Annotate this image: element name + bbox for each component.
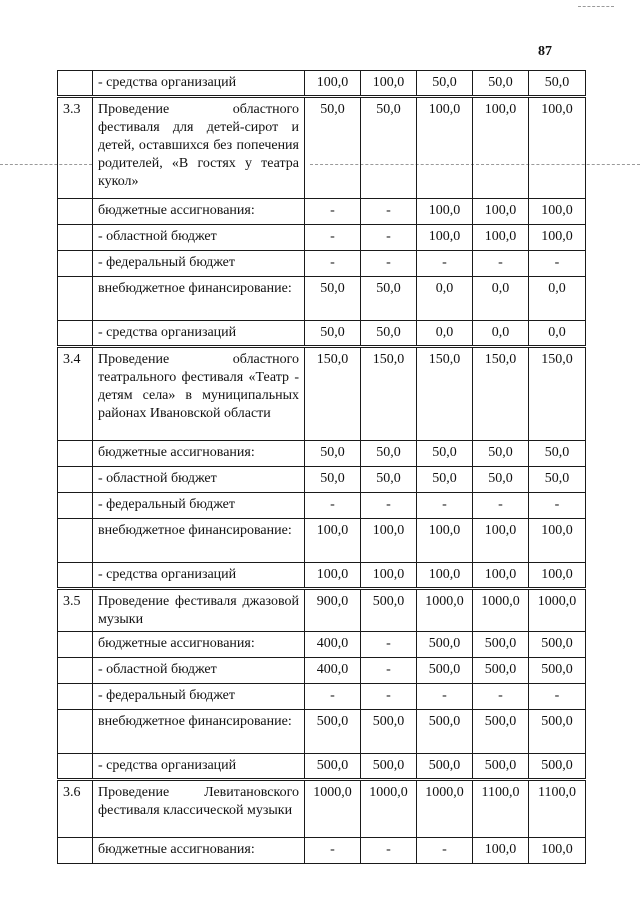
amount-cell: -	[361, 658, 417, 684]
amount-cell: 0,0	[473, 277, 529, 321]
amount-cell: 400,0	[305, 632, 361, 658]
row-description: - средства организаций	[93, 563, 305, 589]
amount-cell: 50,0	[417, 467, 473, 493]
table-row	[58, 589, 586, 632]
amount-cell: 100,0	[361, 519, 417, 563]
page-number: 87	[538, 44, 552, 59]
table-row	[58, 563, 586, 589]
table-row	[58, 347, 586, 441]
row-description: - областной бюджет	[93, 658, 305, 684]
row-description: внебюджетное финансирование:	[93, 277, 305, 321]
amount-cell: 500,0	[473, 658, 529, 684]
row-description: Проведение фестиваля джазовой музыки	[93, 589, 305, 632]
amount-cell: 500,0	[473, 754, 529, 780]
table-row	[58, 754, 586, 780]
row-description: - средства организаций	[93, 71, 305, 97]
amount-cell: 100,0	[529, 838, 586, 864]
amount-cell: 500,0	[529, 754, 586, 780]
amount-cell: 50,0	[305, 277, 361, 321]
item-number	[58, 321, 93, 347]
amount-cell: 500,0	[529, 658, 586, 684]
amount-cell: 50,0	[305, 467, 361, 493]
item-number	[58, 199, 93, 225]
amount-cell: 500,0	[417, 710, 473, 754]
amount-cell: 1000,0	[361, 780, 417, 838]
amount-cell: -	[361, 225, 417, 251]
table-row	[58, 467, 586, 493]
amount-cell: -	[417, 493, 473, 519]
amount-cell: 100,0	[417, 97, 473, 199]
amount-cell: 100,0	[473, 519, 529, 563]
amount-cell: 500,0	[361, 710, 417, 754]
amount-cell: 100,0	[473, 97, 529, 199]
table-row	[58, 71, 586, 97]
item-number	[58, 563, 93, 589]
amount-cell: 50,0	[361, 441, 417, 467]
amount-cell: -	[361, 251, 417, 277]
amount-cell: 100,0	[529, 519, 586, 563]
amount-cell: -	[361, 684, 417, 710]
table-row	[58, 658, 586, 684]
amount-cell: 50,0	[361, 277, 417, 321]
financing-table	[57, 70, 586, 864]
amount-cell: 500,0	[361, 754, 417, 780]
financing-table-body	[58, 71, 586, 864]
row-description: - федеральный бюджет	[93, 251, 305, 277]
amount-cell: 100,0	[305, 563, 361, 589]
amount-cell: 0,0	[417, 277, 473, 321]
amount-cell: 500,0	[473, 632, 529, 658]
amount-cell: 50,0	[529, 71, 586, 97]
amount-cell: 150,0	[361, 347, 417, 441]
table-row	[58, 277, 586, 321]
amount-cell: 50,0	[473, 71, 529, 97]
row-description: - федеральный бюджет	[93, 493, 305, 519]
table-row	[58, 838, 586, 864]
amount-cell: -	[361, 838, 417, 864]
table-row	[58, 493, 586, 519]
item-number	[58, 225, 93, 251]
amount-cell: 50,0	[305, 321, 361, 347]
amount-cell: 500,0	[417, 754, 473, 780]
amount-cell: 1000,0	[417, 780, 473, 838]
amount-cell: 500,0	[529, 632, 586, 658]
amount-cell: -	[361, 493, 417, 519]
item-number: 3.5	[58, 589, 93, 632]
amount-cell: -	[305, 199, 361, 225]
row-description: - федеральный бюджет	[93, 684, 305, 710]
amount-cell: 50,0	[305, 97, 361, 199]
item-number	[58, 658, 93, 684]
amount-cell: 50,0	[473, 467, 529, 493]
amount-cell: 50,0	[417, 71, 473, 97]
amount-cell: 100,0	[473, 199, 529, 225]
amount-cell: 100,0	[473, 838, 529, 864]
amount-cell: 100,0	[529, 225, 586, 251]
amount-cell: -	[529, 493, 586, 519]
row-description: Проведение областного театрального фестиваля «Театр - детям села» в муниципальных районах Ивановской области	[93, 347, 305, 441]
item-number: 3.6	[58, 780, 93, 838]
amount-cell: -	[305, 493, 361, 519]
row-description: - областной бюджет	[93, 467, 305, 493]
amount-cell: 100,0	[417, 199, 473, 225]
amount-cell: 500,0	[529, 710, 586, 754]
table-row	[58, 321, 586, 347]
item-number	[58, 519, 93, 563]
item-number: 3.4	[58, 347, 93, 441]
item-number	[58, 251, 93, 277]
row-description: бюджетные ассигнования:	[93, 199, 305, 225]
amount-cell: 400,0	[305, 658, 361, 684]
row-description: бюджетные ассигнования:	[93, 838, 305, 864]
amount-cell: 150,0	[473, 347, 529, 441]
amount-cell: 500,0	[473, 710, 529, 754]
amount-cell: 100,0	[529, 97, 586, 199]
amount-cell: 0,0	[417, 321, 473, 347]
row-description: Проведение Левитановского фестиваля классической музыки	[93, 780, 305, 838]
amount-cell: -	[417, 838, 473, 864]
row-description: внебюджетное финансирование:	[93, 519, 305, 563]
amount-cell: 0,0	[529, 321, 586, 347]
amount-cell: 500,0	[305, 754, 361, 780]
amount-cell: 1100,0	[473, 780, 529, 838]
amount-cell: -	[305, 251, 361, 277]
row-description: бюджетные ассигнования:	[93, 441, 305, 467]
row-description: Проведение областного фестиваля для детей-сирот и детей, оставшихся без попечения родителей, «В гостях у театра кукол»	[93, 97, 305, 199]
amount-cell: 50,0	[361, 321, 417, 347]
item-number	[58, 754, 93, 780]
table-row	[58, 710, 586, 754]
amount-cell: 50,0	[529, 441, 586, 467]
table-row	[58, 441, 586, 467]
item-number	[58, 277, 93, 321]
amount-cell: 500,0	[361, 589, 417, 632]
table-row	[58, 684, 586, 710]
amount-cell: 50,0	[361, 97, 417, 199]
amount-cell: 100,0	[305, 519, 361, 563]
amount-cell: 1100,0	[529, 780, 586, 838]
row-description: - средства организаций	[93, 321, 305, 347]
amount-cell: -	[361, 199, 417, 225]
amount-cell: -	[473, 493, 529, 519]
amount-cell: 50,0	[529, 467, 586, 493]
amount-cell: 100,0	[529, 199, 586, 225]
amount-cell: 100,0	[417, 519, 473, 563]
item-number	[58, 441, 93, 467]
amount-cell: 150,0	[529, 347, 586, 441]
amount-cell: 1000,0	[305, 780, 361, 838]
amount-cell: -	[361, 632, 417, 658]
item-number	[58, 71, 93, 97]
amount-cell: 1000,0	[417, 589, 473, 632]
amount-cell: 150,0	[305, 347, 361, 441]
row-description: - областной бюджет	[93, 225, 305, 251]
amount-cell: 50,0	[361, 467, 417, 493]
row-description: бюджетные ассигнования:	[93, 632, 305, 658]
amount-cell: 900,0	[305, 589, 361, 632]
amount-cell: 50,0	[473, 441, 529, 467]
amount-cell: 100,0	[417, 225, 473, 251]
item-number	[58, 838, 93, 864]
amount-cell: 100,0	[305, 71, 361, 97]
amount-cell: 1000,0	[529, 589, 586, 632]
amount-cell: 100,0	[473, 225, 529, 251]
row-description: внебюджетное финансирование:	[93, 710, 305, 754]
amount-cell: 100,0	[473, 563, 529, 589]
item-number	[58, 632, 93, 658]
amount-cell: 0,0	[473, 321, 529, 347]
item-number	[58, 493, 93, 519]
table-row	[58, 199, 586, 225]
table-row	[58, 632, 586, 658]
amount-cell: -	[473, 684, 529, 710]
amount-cell: 50,0	[417, 441, 473, 467]
scan-artifact-corner	[578, 6, 614, 7]
amount-cell: 100,0	[417, 563, 473, 589]
amount-cell: 500,0	[417, 632, 473, 658]
amount-cell: -	[529, 251, 586, 277]
amount-cell: 0,0	[529, 277, 586, 321]
amount-cell: 150,0	[417, 347, 473, 441]
table-row	[58, 97, 586, 199]
amount-cell: 100,0	[361, 71, 417, 97]
table-row	[58, 225, 586, 251]
table-row	[58, 251, 586, 277]
amount-cell: -	[529, 684, 586, 710]
amount-cell: 100,0	[361, 563, 417, 589]
item-number	[58, 710, 93, 754]
item-number	[58, 467, 93, 493]
table-row	[58, 519, 586, 563]
amount-cell: 100,0	[529, 563, 586, 589]
amount-cell: -	[417, 251, 473, 277]
amount-cell: -	[473, 251, 529, 277]
amount-cell: -	[417, 684, 473, 710]
item-number: 3.3	[58, 97, 93, 199]
table-row	[58, 780, 586, 838]
amount-cell: -	[305, 684, 361, 710]
amount-cell: 500,0	[305, 710, 361, 754]
amount-cell: 500,0	[417, 658, 473, 684]
amount-cell: -	[305, 225, 361, 251]
item-number	[58, 684, 93, 710]
amount-cell: 50,0	[305, 441, 361, 467]
amount-cell: -	[305, 838, 361, 864]
row-description: - средства организаций	[93, 754, 305, 780]
amount-cell: 1000,0	[473, 589, 529, 632]
